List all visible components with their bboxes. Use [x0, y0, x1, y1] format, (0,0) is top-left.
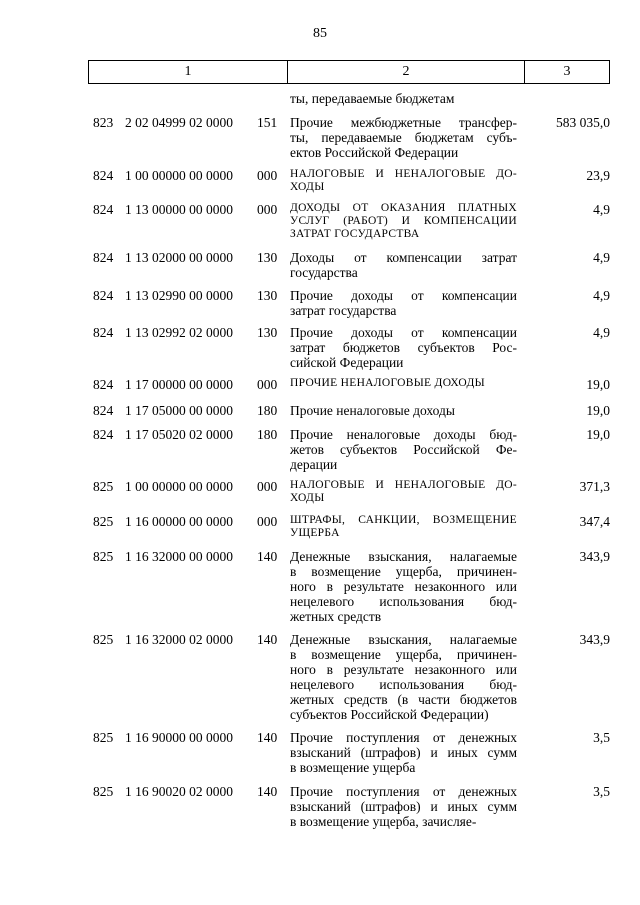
revenue-code: 1 00 00000 00 0000: [125, 479, 233, 494]
revenue-name: [290, 288, 517, 318]
page-number: 85: [313, 26, 327, 41]
revenue-name-line: ХОДЫ: [290, 181, 325, 193]
amount: 343,9: [579, 549, 610, 564]
revenue-name-line: затрат бюджетов субъектов Рос-: [290, 340, 517, 355]
revenue-code: 1 16 32000 00 0000: [125, 549, 233, 564]
admin-code: 824: [93, 288, 114, 303]
revenue-name-line: жетных средств: [290, 609, 382, 624]
amount: 371,3: [579, 479, 610, 494]
revenue-name-line: затрат государства: [290, 303, 397, 318]
revenue-name-line: жетных средств (в части бюджетов: [290, 692, 517, 707]
revenue-type-code: 130: [257, 250, 278, 265]
amount: 4,9: [593, 325, 610, 340]
admin-code: 823: [93, 115, 114, 130]
continuation-text: ты, передаваемые бюджетам: [290, 91, 455, 106]
amount: 583 035,0: [556, 115, 610, 130]
revenue-type-code: 000: [257, 168, 278, 183]
revenue-code: 1 13 02000 00 0000: [125, 250, 233, 265]
revenue-name: [290, 479, 517, 505]
revenue-code: 1 16 90020 02 0000: [125, 784, 233, 799]
admin-code: 825: [93, 549, 114, 564]
revenue-code: 2 02 04999 02 0000: [125, 115, 233, 130]
revenue-name-line: в возмещение ущерба, причинен-: [290, 647, 517, 662]
revenue-name: [290, 730, 517, 775]
revenue-name: [290, 549, 517, 624]
revenue-name-line: ного в результате незаконного или: [290, 662, 517, 677]
revenue-name-line: ектов Российской Федерации: [290, 145, 459, 160]
revenue-type-code: 000: [257, 514, 278, 529]
revenue-name-line: ПРОЧИЕ НЕНАЛОГОВЫЕ ДОХОДЫ: [290, 377, 485, 389]
revenue-name-line: НАЛОГОВЫЕ И НЕНАЛОГОВЫЕ ДО-: [290, 168, 517, 180]
header-col-1: 1: [89, 61, 288, 83]
revenue-name-line: Денежные взыскания, налагаемые: [290, 632, 517, 647]
revenue-code: 1 13 02992 02 0000: [125, 325, 233, 340]
revenue-code: 1 17 00000 00 0000: [125, 377, 233, 392]
revenue-type-code: 000: [257, 479, 278, 494]
revenue-type-code: 130: [257, 288, 278, 303]
admin-code: 825: [93, 632, 114, 647]
revenue-name: [290, 377, 517, 390]
revenue-name: [290, 427, 517, 472]
amount: 347,4: [579, 514, 610, 529]
revenue-type-code: 180: [257, 427, 278, 442]
admin-code: 824: [93, 427, 114, 442]
revenue-type-code: 151: [257, 115, 278, 130]
amount: 19,0: [586, 377, 610, 392]
revenue-name-line: Прочие доходы от компенсации: [290, 325, 517, 340]
admin-code: 824: [93, 250, 114, 265]
revenue-name-line: ты, передаваемые бюджетам субъ-: [290, 130, 517, 145]
revenue-name-line: ХОДЫ: [290, 492, 325, 504]
revenue-code: 1 13 02990 00 0000: [125, 288, 233, 303]
revenue-name-line: в возмещение ущерба: [290, 760, 416, 775]
amount: 23,9: [586, 168, 610, 183]
revenue-code: 1 17 05000 00 0000: [125, 403, 233, 418]
revenue-name-line: Прочие неналоговые доходы: [290, 403, 455, 418]
revenue-name-line: нецелевого использования бюд-: [290, 594, 517, 609]
revenue-code: 1 16 32000 02 0000: [125, 632, 233, 647]
table-header: [88, 60, 610, 84]
header-col-2: 2: [288, 61, 525, 83]
amount: 4,9: [593, 202, 610, 217]
header-col-3: 3: [563, 64, 571, 79]
revenue-name-line: Денежные взыскания, налагаемые: [290, 549, 517, 564]
amount: 3,5: [593, 784, 610, 799]
revenue-name: [290, 250, 517, 280]
admin-code: 825: [93, 514, 114, 529]
revenue-name: [290, 115, 517, 160]
revenue-name-line: Доходы от компенсации затрат: [290, 250, 517, 265]
revenue-type-code: 140: [257, 730, 278, 745]
admin-code: 824: [93, 325, 114, 340]
revenue-type-code: 180: [257, 403, 278, 418]
amount: 4,9: [593, 250, 610, 265]
revenue-name-line: субъектов Российской Федерации): [290, 707, 489, 722]
revenue-name-line: Прочие поступления от денежных: [290, 730, 517, 745]
revenue-name-line: ШТРАФЫ, САНКЦИИ, ВОЗМЕЩЕНИЕ: [290, 514, 517, 526]
admin-code: 824: [93, 403, 114, 418]
amount: 343,9: [579, 632, 610, 647]
revenue-type-code: 140: [257, 784, 278, 799]
revenue-name-line: Прочие доходы от компенсации: [290, 288, 517, 303]
revenue-name: [290, 632, 517, 722]
revenue-name-line: ДОХОДЫ ОТ ОКАЗАНИЯ ПЛАТНЫХ: [290, 202, 517, 214]
revenue-type-code: 140: [257, 549, 278, 564]
revenue-name: [290, 514, 517, 540]
amount: 19,0: [586, 403, 610, 418]
revenue-name: [290, 403, 517, 418]
admin-code: 824: [93, 377, 114, 392]
revenue-name-line: дерации: [290, 457, 338, 472]
revenue-name-line: в возмещение ущерба, зачисляе-: [290, 814, 477, 829]
revenue-name-line: государства: [290, 265, 358, 280]
revenue-name-line: НАЛОГОВЫЕ И НЕНАЛОГОВЫЕ ДО-: [290, 479, 517, 491]
revenue-name-line: Прочие межбюджетные трансфер-: [290, 115, 517, 130]
revenue-name: [290, 784, 517, 829]
revenue-name-line: жетов субъектов Российской Фе-: [290, 442, 517, 457]
revenue-name-line: взысканий (штрафов) и иных сумм: [290, 745, 517, 760]
revenue-name-line: Прочие поступления от денежных: [290, 784, 517, 799]
revenue-type-code: 130: [257, 325, 278, 340]
revenue-name-line: нецелевого использования бюд-: [290, 677, 517, 692]
revenue-name-line: УСЛУГ (РАБОТ) И КОМПЕНСАЦИИ: [290, 215, 517, 227]
revenue-code: 1 13 00000 00 0000: [125, 202, 233, 217]
revenue-name: [290, 325, 517, 370]
revenue-type-code: 000: [257, 377, 278, 392]
admin-code: 824: [93, 202, 114, 217]
revenue-name-line: ЗАТРАТ ГОСУДАРСТВА: [290, 228, 420, 240]
admin-code: 824: [93, 168, 114, 183]
amount: 4,9: [593, 288, 610, 303]
revenue-name-line: ного в результате незаконного или: [290, 579, 517, 594]
revenue-type-code: 140: [257, 632, 278, 647]
revenue-name-line: сийской Федерации: [290, 355, 404, 370]
revenue-type-code: 000: [257, 202, 278, 217]
revenue-code: 1 17 05020 02 0000: [125, 427, 233, 442]
revenue-code: 1 16 90000 00 0000: [125, 730, 233, 745]
revenue-name-line: взысканий (штрафов) и иных сумм: [290, 799, 517, 814]
revenue-code: 1 16 00000 00 0000: [125, 514, 233, 529]
admin-code: 825: [93, 479, 114, 494]
revenue-code: 1 00 00000 00 0000: [125, 168, 233, 183]
revenue-name-line: Прочие неналоговые доходы бюд-: [290, 427, 517, 442]
amount: 3,5: [593, 730, 610, 745]
admin-code: 825: [93, 784, 114, 799]
revenue-name: [290, 202, 517, 241]
revenue-name-line: в возмещение ущерба, причинен-: [290, 564, 517, 579]
revenue-name-line: УЩЕРБА: [290, 527, 340, 539]
amount: 19,0: [586, 427, 610, 442]
admin-code: 825: [93, 730, 114, 745]
revenue-name: [290, 168, 517, 194]
